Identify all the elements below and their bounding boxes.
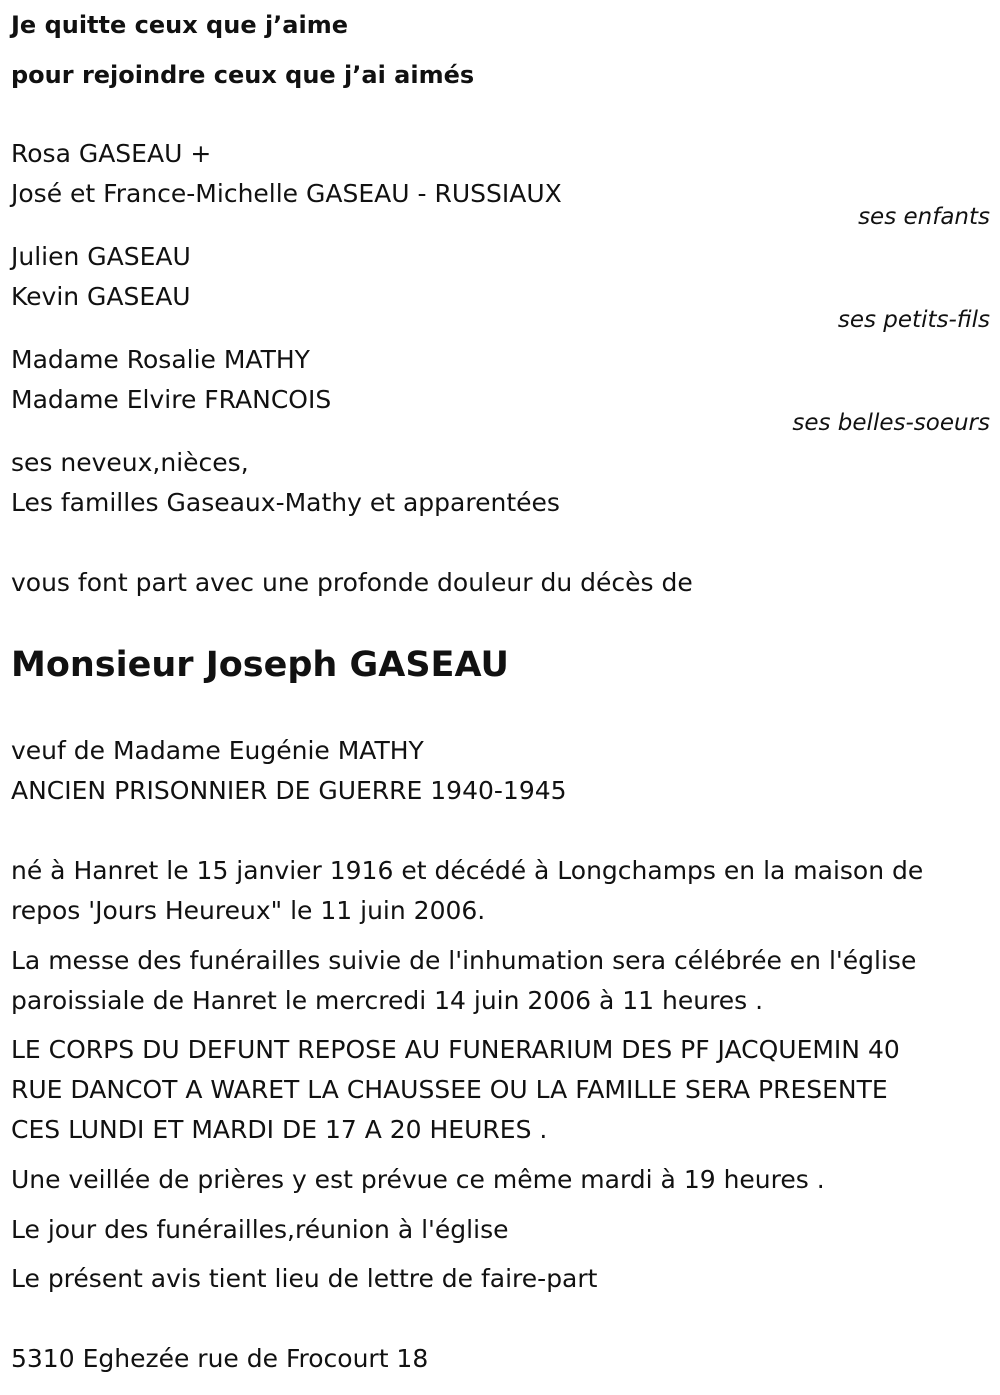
family-name-sister-in-law-1: Madame Rosalie MATHY — [11, 345, 310, 374]
mass-line-2: paroissiale de Hanret le mercredi 14 juin 2006 à 11 heures . — [11, 986, 764, 1015]
family-name-child-1: Rosa GASEAU + — [11, 139, 212, 168]
quote-line-2: pour rejoindre ceux que j’ai aimés — [11, 61, 475, 89]
others-families: Les familles Gaseaux-Mathy et apparentées — [11, 488, 560, 517]
family-name-sister-in-law-2: Madame Elvire FRANCOIS — [11, 385, 332, 414]
meeting-text: Le jour des funérailles,réunion à l'église — [11, 1215, 509, 1244]
quote-line-1: Je quitte ceux que j’aime — [11, 11, 349, 39]
prisoner-of-war-detail: ANCIEN PRISONNIER DE GUERRE 1940-1945 — [11, 776, 567, 805]
widower-detail: veuf de Madame Eugénie MATHY — [11, 736, 424, 765]
birth-death-line-1: né à Hanret le 15 janvier 1916 et décédé à Longchamps en la maison de — [11, 856, 924, 885]
address-text: 5310 Eghezée rue de Frocourt 18 — [11, 1344, 429, 1373]
birth-death-line-2: repos 'Jours Heureux" le 11 juin 2006. — [11, 896, 486, 925]
vigil-text: Une veillée de prières y est prévue ce même mardi à 19 heures . — [11, 1165, 825, 1194]
relation-label-grandsons: ses petits-fils — [837, 307, 990, 333]
family-name-child-2: José et France-Michelle GASEAU - RUSSIAUX — [11, 179, 562, 208]
notice-text: Le présent avis tient lieu de lettre de faire-part — [11, 1264, 598, 1293]
relation-label-children: ses enfants — [858, 204, 990, 230]
announcement-text: vous font part avec une profonde douleur du décès de — [11, 568, 693, 597]
family-name-grandson-2: Kevin GASEAU — [11, 282, 191, 311]
family-name-grandson-1: Julien GASEAU — [11, 242, 191, 271]
body-location-line-2: RUE DANCOT A WARET LA CHAUSSEE OU LA FAMILLE SERA PRESENTE — [11, 1075, 888, 1104]
deceased-name: Monsieur Joseph GASEAU — [11, 645, 509, 685]
body-location-line-1: LE CORPS DU DEFUNT REPOSE AU FUNERARIUM DES PF JACQUEMIN 40 — [11, 1035, 900, 1064]
body-location-line-3: CES LUNDI ET MARDI DE 17 A 20 HEURES . — [11, 1115, 548, 1144]
relation-label-sisters-in-law: ses belles-soeurs — [792, 410, 990, 436]
others-nephews-nieces: ses neveux,nièces, — [11, 448, 249, 477]
mass-line-1: La messe des funérailles suivie de l'inhumation sera célébrée en l'église — [11, 946, 917, 975]
